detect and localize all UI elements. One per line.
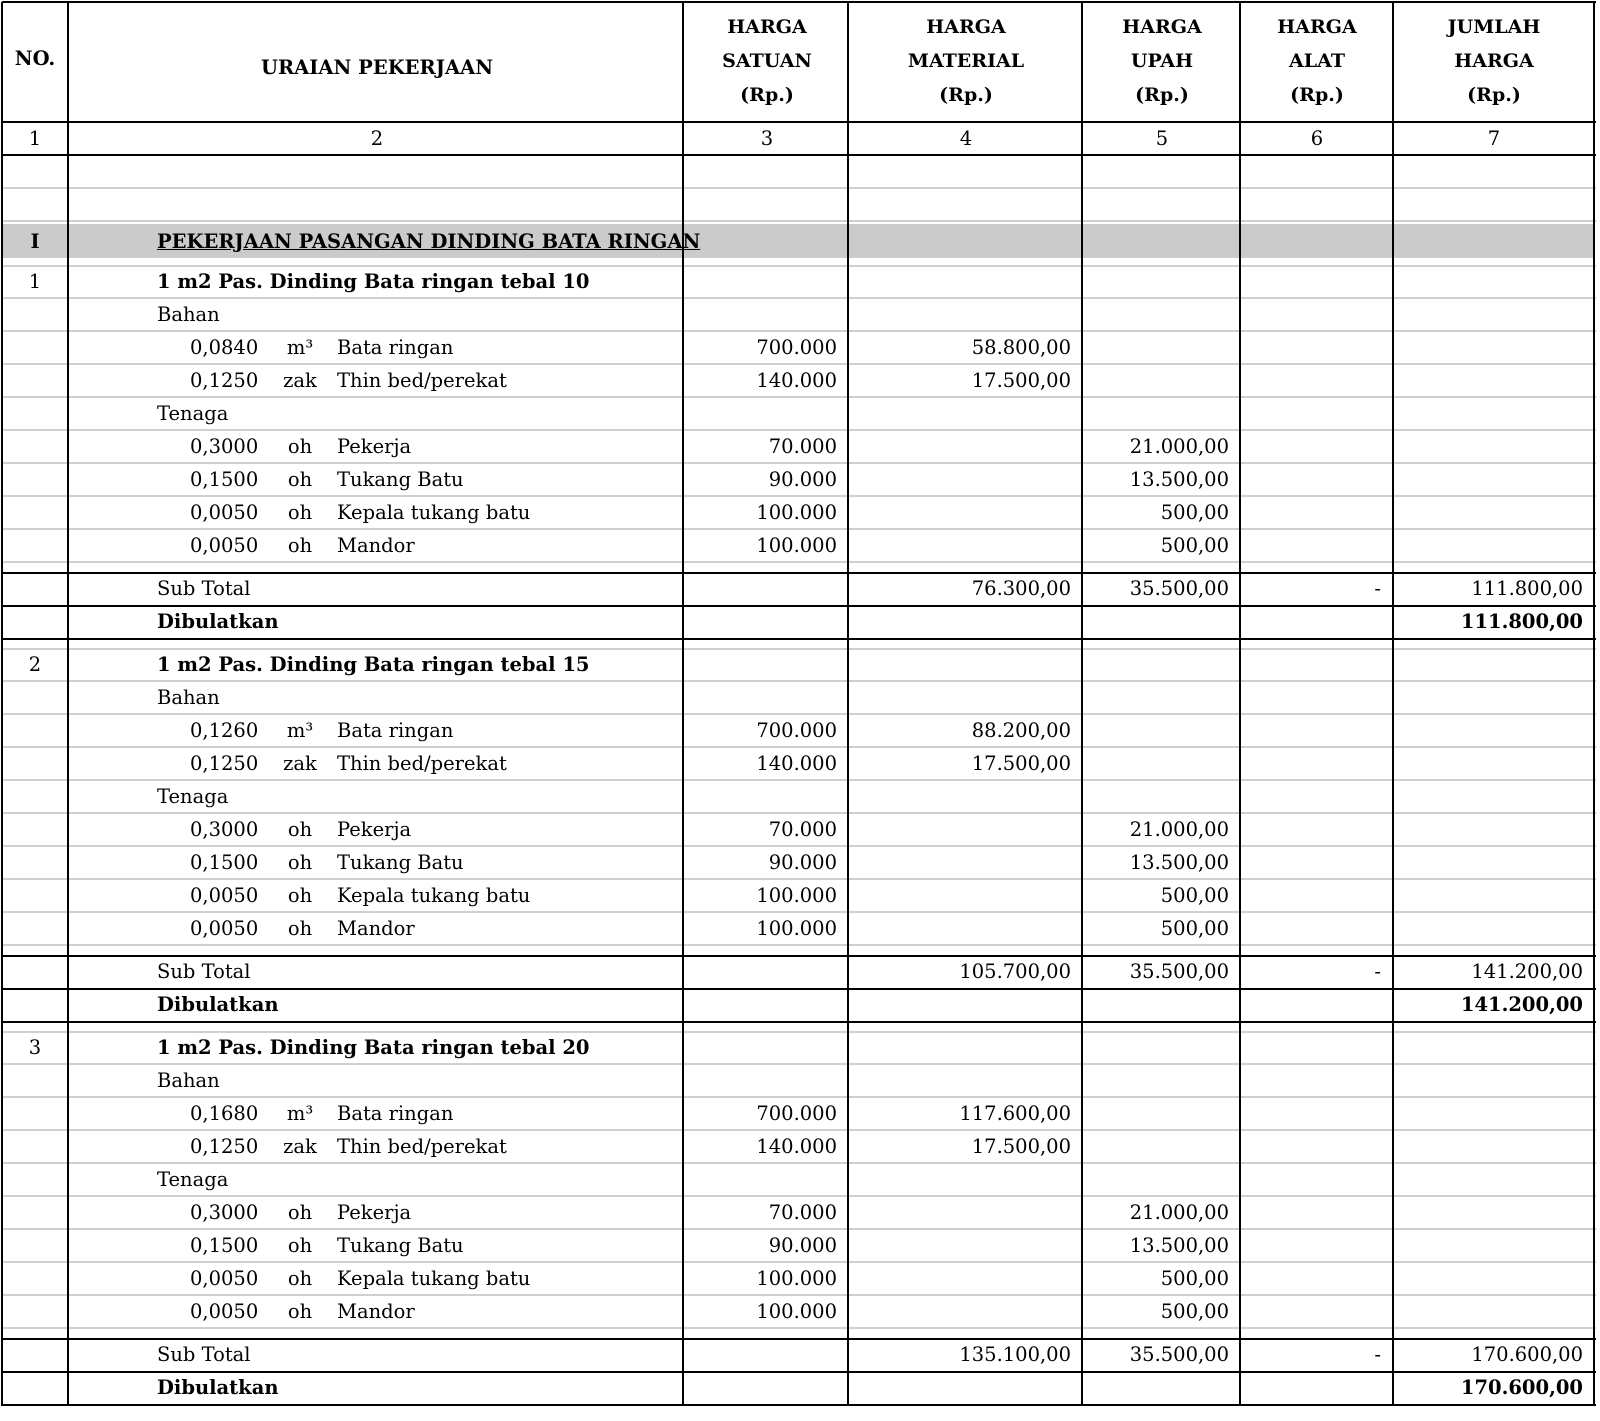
labor-name: Tukang Batu xyxy=(337,851,464,874)
coefficient: 0,1500 xyxy=(190,851,259,874)
bahan-label: Bahan xyxy=(157,686,220,709)
grid-line xyxy=(2,528,1596,530)
column-number: 1 xyxy=(28,127,42,150)
item-number: 2 xyxy=(28,653,42,676)
coefficient: 0,1500 xyxy=(190,1234,259,1257)
unit-price: 100.000 xyxy=(756,884,837,907)
tenaga-label: Tenaga xyxy=(157,402,229,425)
coefficient: 0,1250 xyxy=(190,1135,259,1158)
header-harga-satuan-line: HARGA xyxy=(727,16,807,38)
unit: zak xyxy=(283,752,317,775)
unit-price: 100.000 xyxy=(756,501,837,524)
header-harga-material-line: HARGA xyxy=(926,16,1006,38)
tenaga-label: Tenaga xyxy=(157,785,229,808)
header-harga-material-line: MATERIAL xyxy=(907,50,1025,72)
grid-line xyxy=(2,1195,1596,1197)
labor-name: Tukang Batu xyxy=(337,1234,464,1257)
grid-line xyxy=(2,429,1596,431)
unit-price: 100.000 xyxy=(756,1267,837,1290)
row-border xyxy=(2,1371,1596,1373)
labor-cost: 13.500,00 xyxy=(1129,851,1229,874)
subtotal-tools: - xyxy=(1374,1343,1381,1366)
unit-price: 140.000 xyxy=(756,1135,837,1158)
coefficient: 0,1250 xyxy=(190,369,259,392)
unit: oh xyxy=(287,501,313,524)
item-title: 1 m2 Pas. Dinding Bata ringan tebal 10 xyxy=(157,270,590,293)
labor-cost: 21.000,00 xyxy=(1129,435,1229,458)
labor-name: Mandor xyxy=(337,534,415,557)
material-cost: 17.500,00 xyxy=(971,369,1071,392)
row-border xyxy=(2,572,1596,574)
tenaga-label: Tenaga xyxy=(157,1168,229,1191)
labor-cost: 500,00 xyxy=(1160,884,1229,907)
unit-price: 70.000 xyxy=(768,818,837,841)
labor-name: Pekerja xyxy=(337,435,412,458)
material-name: Bata ringan xyxy=(337,1102,454,1125)
item-number: 1 xyxy=(28,270,42,293)
labor-name: Pekerja xyxy=(337,1201,412,1224)
subtotal-total: 170.600,00 xyxy=(1471,1343,1583,1366)
grid-line xyxy=(2,845,1596,847)
grid-line xyxy=(2,1261,1596,1263)
labor-name: Mandor xyxy=(337,1300,415,1323)
subtotal-total: 111.800,00 xyxy=(1471,577,1583,600)
grid-line xyxy=(2,878,1596,880)
rounded-total: 111.800,00 xyxy=(1460,610,1583,633)
grid-line xyxy=(2,297,1596,299)
grid-line xyxy=(2,648,1596,650)
subtotal-total: 141.200,00 xyxy=(1471,960,1583,983)
unit: oh xyxy=(287,1300,313,1323)
labor-name: Tukang Batu xyxy=(337,468,464,491)
labor-name: Kepala tukang batu xyxy=(337,1267,531,1290)
labor-name: Kepala tukang batu xyxy=(337,501,531,524)
grid-line xyxy=(2,220,1596,222)
material-cost: 117.600,00 xyxy=(959,1102,1071,1125)
grid-line xyxy=(2,1096,1596,1098)
labor-cost: 500,00 xyxy=(1160,534,1229,557)
material-name: Thin bed/perekat xyxy=(337,752,507,775)
header-harga-alat-line: ALAT xyxy=(1289,50,1345,72)
subtotal-material: 135.100,00 xyxy=(959,1343,1071,1366)
item-title: 1 m2 Pas. Dinding Bata ringan tebal 15 xyxy=(157,653,590,676)
unit: oh xyxy=(287,851,313,874)
row-border xyxy=(2,638,1596,640)
grid-line xyxy=(2,187,1596,189)
coefficient: 0,3000 xyxy=(190,435,259,458)
unit-price: 100.000 xyxy=(756,917,837,940)
grid-line xyxy=(2,1327,1596,1329)
coefficient: 0,0050 xyxy=(190,1300,259,1323)
coefficient: 0,0050 xyxy=(190,1267,259,1290)
section-title: PEKERJAAN PASANGAN DINDING BATA RINGAN xyxy=(157,230,701,253)
column-border xyxy=(682,2,684,1406)
unit-price: 700.000 xyxy=(756,336,837,359)
coefficient: 0,1260 xyxy=(190,719,259,742)
bahan-label: Bahan xyxy=(157,1069,220,1092)
coefficient: 0,0050 xyxy=(190,501,259,524)
header-no: NO. xyxy=(14,47,56,70)
bahan-label: Bahan xyxy=(157,303,220,326)
unit-price: 700.000 xyxy=(756,1102,837,1125)
unit-price: 70.000 xyxy=(768,435,837,458)
rounded-label: Dibulatkan xyxy=(157,610,279,633)
column-border xyxy=(1392,2,1394,1406)
coefficient: 0,0050 xyxy=(190,534,259,557)
section-number: I xyxy=(30,230,40,253)
unit-price: 70.000 xyxy=(768,1201,837,1224)
material-cost: 17.500,00 xyxy=(971,1135,1071,1158)
grid-line xyxy=(2,561,1596,563)
coefficient: 0,0840 xyxy=(190,336,259,359)
labor-cost: 21.000,00 xyxy=(1129,1201,1229,1224)
subtotal-labor: 35.500,00 xyxy=(1129,577,1229,600)
header-jumlah-harga-line: JUMLAH xyxy=(1447,16,1541,38)
labor-cost: 13.500,00 xyxy=(1129,1234,1229,1257)
grid-line xyxy=(2,1162,1596,1164)
grid-line xyxy=(2,812,1596,814)
row-border xyxy=(2,1021,1596,1023)
coefficient: 0,3000 xyxy=(190,818,259,841)
header-harga-satuan-line: SATUAN xyxy=(722,50,812,72)
material-name: Bata ringan xyxy=(337,336,454,359)
labor-cost: 500,00 xyxy=(1160,1267,1229,1290)
unit: oh xyxy=(287,818,313,841)
header-harga-material-line: (Rp.) xyxy=(939,84,993,106)
grid-line xyxy=(2,462,1596,464)
column-border xyxy=(1593,2,1595,1406)
coefficient: 0,3000 xyxy=(190,1201,259,1224)
unit: oh xyxy=(287,1267,313,1290)
labor-name: Pekerja xyxy=(337,818,412,841)
grid-line xyxy=(2,911,1596,913)
header-harga-alat-line: (Rp.) xyxy=(1290,84,1344,106)
material-name: Thin bed/perekat xyxy=(337,369,507,392)
labor-cost: 500,00 xyxy=(1160,501,1229,524)
unit: oh xyxy=(287,468,313,491)
column-border xyxy=(1239,2,1241,1406)
unit-price: 140.000 xyxy=(756,752,837,775)
unit-price: 100.000 xyxy=(756,1300,837,1323)
labor-name: Kepala tukang batu xyxy=(337,884,531,907)
unit-price: 140.000 xyxy=(756,369,837,392)
labor-cost: 13.500,00 xyxy=(1129,468,1229,491)
grid-line xyxy=(2,495,1596,497)
unit: oh xyxy=(287,1201,313,1224)
column-number: 7 xyxy=(1487,127,1501,150)
unit: oh xyxy=(287,435,313,458)
grid-line xyxy=(2,1031,1596,1033)
item-title: 1 m2 Pas. Dinding Bata ringan tebal 20 xyxy=(157,1036,590,1059)
column-number: 5 xyxy=(1155,127,1169,150)
rounded-label: Dibulatkan xyxy=(157,993,279,1016)
row-border xyxy=(2,1,1596,3)
subtotal-label: Sub Total xyxy=(157,960,251,983)
material-cost: 17.500,00 xyxy=(971,752,1071,775)
row-border xyxy=(2,121,1596,123)
unit-price: 100.000 xyxy=(756,534,837,557)
grid-line xyxy=(2,680,1596,682)
labor-name: Mandor xyxy=(337,917,415,940)
rounded-total: 170.600,00 xyxy=(1460,1376,1583,1399)
header-uraian: URAIAN PEKERJAAN xyxy=(260,56,494,79)
item-number: 3 xyxy=(28,1036,42,1059)
row-border xyxy=(2,955,1596,957)
column-border xyxy=(847,2,849,1406)
unit: zak xyxy=(283,1135,317,1158)
unit: m³ xyxy=(286,336,314,359)
grid-line xyxy=(2,713,1596,715)
coefficient: 0,1500 xyxy=(190,468,259,491)
row-border xyxy=(2,988,1596,990)
unit: oh xyxy=(287,917,313,940)
unit: m³ xyxy=(286,719,314,742)
grid-line xyxy=(2,1228,1596,1230)
labor-cost: 21.000,00 xyxy=(1129,818,1229,841)
coefficient: 0,0050 xyxy=(190,884,259,907)
header-harga-alat-line: HARGA xyxy=(1277,16,1357,38)
header-harga-upah-line: HARGA xyxy=(1122,16,1202,38)
grid-line xyxy=(2,779,1596,781)
unit-price: 90.000 xyxy=(768,1234,837,1257)
column-number: 6 xyxy=(1310,127,1324,150)
unit-price: 700.000 xyxy=(756,719,837,742)
subtotal-material: 76.300,00 xyxy=(971,577,1071,600)
unit: oh xyxy=(287,534,313,557)
unit: oh xyxy=(287,1234,313,1257)
header-harga-upah-line: UPAH xyxy=(1130,50,1194,72)
coefficient: 0,1680 xyxy=(190,1102,259,1125)
column-number: 2 xyxy=(370,127,384,150)
unit: zak xyxy=(283,369,317,392)
grid-line xyxy=(2,944,1596,946)
column-number: 4 xyxy=(959,127,973,150)
grid-line xyxy=(2,330,1596,332)
grid-line xyxy=(2,1294,1596,1296)
subtotal-label: Sub Total xyxy=(157,1343,251,1366)
material-name: Thin bed/perekat xyxy=(337,1135,507,1158)
header-jumlah-harga-line: HARGA xyxy=(1454,50,1534,72)
column-number: 3 xyxy=(760,127,774,150)
rounded-total: 141.200,00 xyxy=(1460,993,1583,1016)
subtotal-labor: 35.500,00 xyxy=(1129,960,1229,983)
subtotal-material: 105.700,00 xyxy=(959,960,1071,983)
coefficient: 0,1250 xyxy=(190,752,259,775)
material-cost: 58.800,00 xyxy=(971,336,1071,359)
subtotal-label: Sub Total xyxy=(157,577,251,600)
row-border xyxy=(2,154,1596,156)
unit-price: 90.000 xyxy=(768,851,837,874)
rounded-label: Dibulatkan xyxy=(157,1376,279,1399)
unit: m³ xyxy=(286,1102,314,1125)
grid-line xyxy=(2,1129,1596,1131)
material-name: Bata ringan xyxy=(337,719,454,742)
grid-line xyxy=(2,1063,1596,1065)
grid-line xyxy=(2,363,1596,365)
coefficient: 0,0050 xyxy=(190,917,259,940)
labor-cost: 500,00 xyxy=(1160,1300,1229,1323)
unit: oh xyxy=(287,884,313,907)
row-border xyxy=(2,1404,1596,1406)
subtotal-labor: 35.500,00 xyxy=(1129,1343,1229,1366)
grid-line xyxy=(2,265,1596,267)
column-border xyxy=(1081,2,1083,1406)
unit-price: 90.000 xyxy=(768,468,837,491)
row-border xyxy=(2,1338,1596,1340)
column-border xyxy=(67,2,69,1406)
material-cost: 88.200,00 xyxy=(971,719,1071,742)
labor-cost: 500,00 xyxy=(1160,917,1229,940)
subtotal-tools: - xyxy=(1374,960,1381,983)
header-harga-satuan-line: (Rp.) xyxy=(740,84,794,106)
header-harga-upah-line: (Rp.) xyxy=(1135,84,1189,106)
header-jumlah-harga-line: (Rp.) xyxy=(1467,84,1521,106)
column-border xyxy=(1,2,3,1406)
row-border xyxy=(2,605,1596,607)
subtotal-tools: - xyxy=(1374,577,1381,600)
grid-line xyxy=(2,746,1596,748)
grid-line xyxy=(2,396,1596,398)
